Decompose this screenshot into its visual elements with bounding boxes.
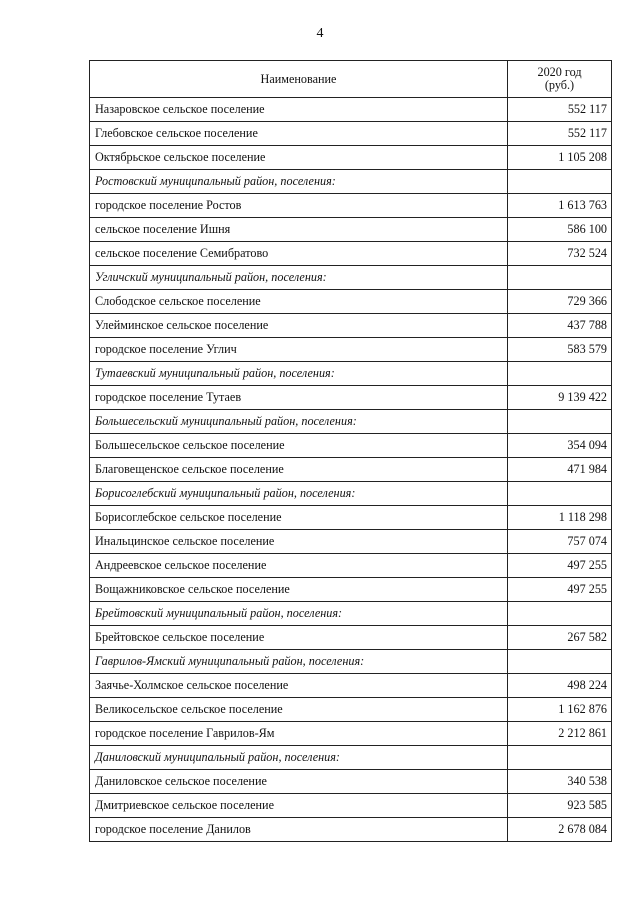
- settlement-name-cell: Борисоглебское сельское поселение: [90, 506, 508, 530]
- settlement-name-cell: Вощажниковское сельское поселение: [90, 578, 508, 602]
- amount-cell: 2 678 084: [508, 818, 612, 842]
- settlement-name-cell: Глебовское сельское поселение: [90, 122, 508, 146]
- amount-cell: [508, 170, 612, 194]
- district-name-cell: Гаврилов-Ямский муниципальный район, поселения:: [90, 650, 508, 674]
- amount-cell: 437 788: [508, 314, 612, 338]
- amount-cell: 497 255: [508, 578, 612, 602]
- table-row: [90, 290, 612, 314]
- table-row: [90, 506, 612, 530]
- amount-cell: 471 984: [508, 458, 612, 482]
- settlement-name-cell: городское поселение Гаврилов-Ям: [90, 722, 508, 746]
- district-name-cell: Угличский муниципальный район, поселения:: [90, 266, 508, 290]
- amount-cell: 497 255: [508, 554, 612, 578]
- table-row: [90, 530, 612, 554]
- amount-cell: 586 100: [508, 218, 612, 242]
- table-body: [90, 98, 612, 842]
- table-row: [90, 242, 612, 266]
- settlement-name-cell: Инальцинское сельское поселение: [90, 530, 508, 554]
- district-group-row: [90, 170, 612, 194]
- settlement-name-cell: Заячье-Холмское сельское поселение: [90, 674, 508, 698]
- district-name-cell: Брейтовский муниципальный район, поселения:: [90, 602, 508, 626]
- table-row: [90, 194, 612, 218]
- district-name-cell: Ростовский муниципальный район, поселения:: [90, 170, 508, 194]
- allocation-table: [89, 60, 612, 842]
- amount-cell: 9 139 422: [508, 386, 612, 410]
- table-row: [90, 554, 612, 578]
- settlement-name-cell: Дмитриевское сельское поселение: [90, 794, 508, 818]
- amount-cell: [508, 410, 612, 434]
- district-group-row: [90, 602, 612, 626]
- header-value: [508, 61, 612, 98]
- district-name-cell: Большесельский муниципальный район, поселения:: [90, 410, 508, 434]
- district-group-row: [90, 746, 612, 770]
- table-row: [90, 674, 612, 698]
- amount-cell: [508, 482, 612, 506]
- amount-cell: 757 074: [508, 530, 612, 554]
- settlement-name-cell: Великосельское сельское поселение: [90, 698, 508, 722]
- amount-cell: 2 212 861: [508, 722, 612, 746]
- district-name-cell: Борисоглебский муниципальный район, поселения:: [90, 482, 508, 506]
- settlement-name-cell: Назаровское сельское поселение: [90, 98, 508, 122]
- settlement-name-cell: Брейтовское сельское поселение: [90, 626, 508, 650]
- amount-cell: 1 105 208: [508, 146, 612, 170]
- table-row: [90, 314, 612, 338]
- amount-cell: [508, 362, 612, 386]
- table-row: [90, 146, 612, 170]
- amount-cell: 340 538: [508, 770, 612, 794]
- table-header-row: [90, 61, 612, 98]
- amount-cell: 552 117: [508, 122, 612, 146]
- table-row: [90, 794, 612, 818]
- settlement-name-cell: Большесельское сельское поселение: [90, 434, 508, 458]
- table-row: [90, 386, 612, 410]
- amount-cell: 1 118 298: [508, 506, 612, 530]
- settlement-name-cell: городское поселение Ростов: [90, 194, 508, 218]
- district-group-row: [90, 362, 612, 386]
- amount-cell: 732 524: [508, 242, 612, 266]
- table-row: [90, 578, 612, 602]
- amount-cell: 583 579: [508, 338, 612, 362]
- table-row: [90, 818, 612, 842]
- table-row: [90, 698, 612, 722]
- amount-cell: [508, 266, 612, 290]
- settlement-name-cell: городское поселение Тутаев: [90, 386, 508, 410]
- district-group-row: [90, 482, 612, 506]
- table-row: [90, 458, 612, 482]
- amount-cell: 498 224: [508, 674, 612, 698]
- settlement-name-cell: Даниловское сельское поселение: [90, 770, 508, 794]
- amount-cell: 729 366: [508, 290, 612, 314]
- amount-cell: 354 094: [508, 434, 612, 458]
- settlement-name-cell: Андреевское сельское поселение: [90, 554, 508, 578]
- table-row: [90, 434, 612, 458]
- table-row: [90, 218, 612, 242]
- table-row: [90, 722, 612, 746]
- amount-cell: [508, 746, 612, 770]
- settlement-name-cell: городское поселение Углич: [90, 338, 508, 362]
- amount-cell: 923 585: [508, 794, 612, 818]
- header-value-unit: (руб.): [544, 78, 575, 92]
- settlement-name-cell: Улейминское сельское поселение: [90, 314, 508, 338]
- amount-cell: 1 162 876: [508, 698, 612, 722]
- table-row: [90, 122, 612, 146]
- amount-cell: [508, 650, 612, 674]
- table-row: [90, 770, 612, 794]
- settlement-name-cell: Слободское сельское поселение: [90, 290, 508, 314]
- header-name: Наименование: [90, 61, 508, 98]
- settlement-name-cell: Октябрьское сельское поселение: [90, 146, 508, 170]
- district-name-cell: Даниловский муниципальный район, поселения:: [90, 746, 508, 770]
- table-row: [90, 98, 612, 122]
- amount-cell: 267 582: [508, 626, 612, 650]
- header-value-year: 2020 год: [537, 65, 582, 79]
- settlement-name-cell: Благовещенское сельское поселение: [90, 458, 508, 482]
- district-name-cell: Тутаевский муниципальный район, поселения:: [90, 362, 508, 386]
- table-row: [90, 338, 612, 362]
- district-group-row: [90, 650, 612, 674]
- settlement-name-cell: городское поселение Данилов: [90, 818, 508, 842]
- settlement-name-cell: сельское поселение Ишня: [90, 218, 508, 242]
- amount-cell: 1 613 763: [508, 194, 612, 218]
- settlement-name-cell: сельское поселение Семибратово: [90, 242, 508, 266]
- amount-cell: [508, 602, 612, 626]
- page-number: 4: [316, 26, 324, 41]
- table-row: [90, 626, 612, 650]
- amount-cell: 552 117: [508, 98, 612, 122]
- district-group-row: [90, 410, 612, 434]
- district-group-row: [90, 266, 612, 290]
